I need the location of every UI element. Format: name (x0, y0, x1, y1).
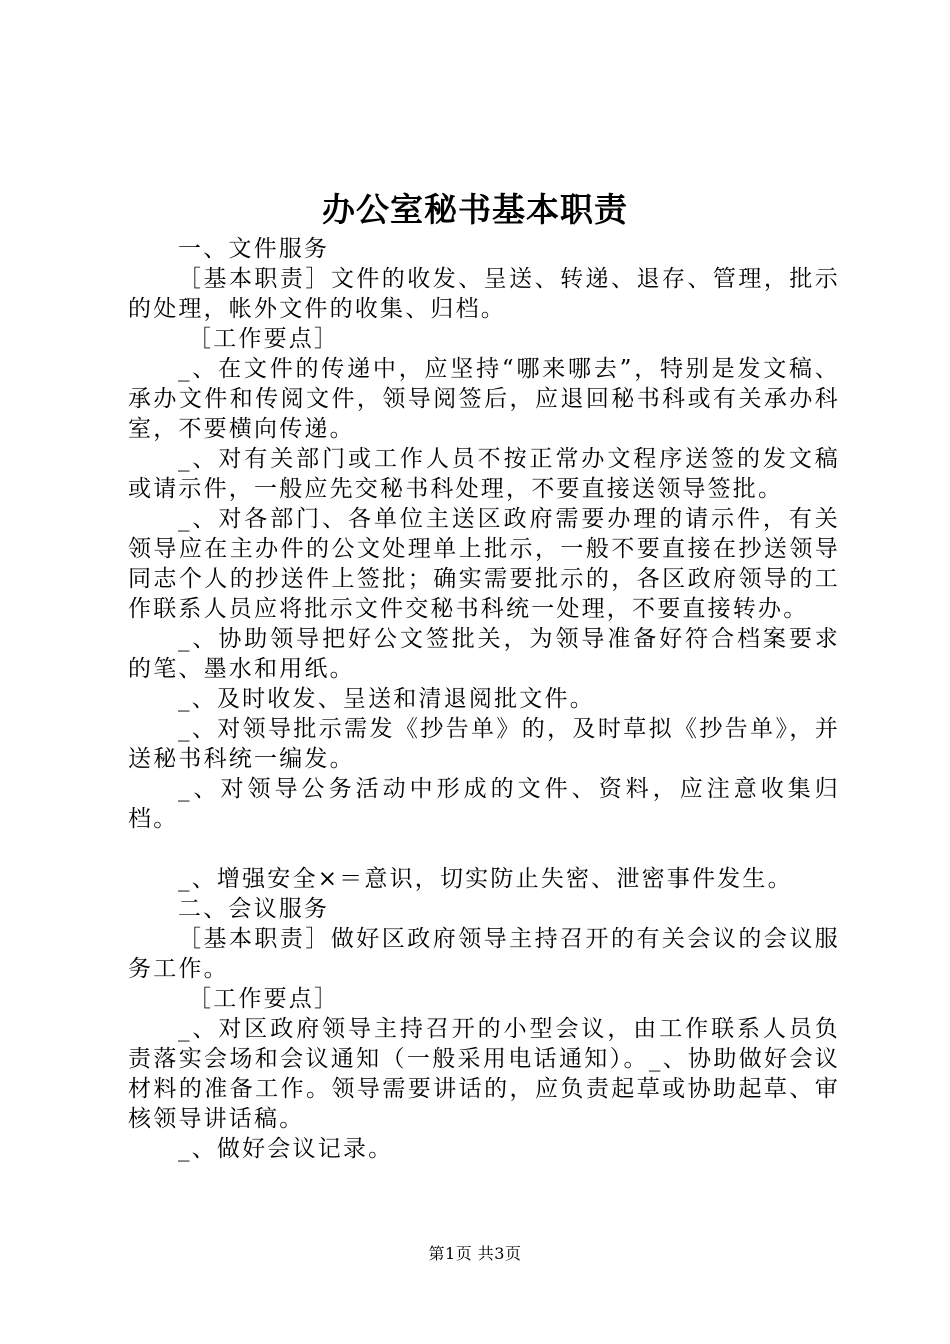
paragraph: _、增强安全×＝意识，切实防止失密、泄密事件发生。 (178, 866, 793, 892)
paragraph: ［基本职责］做好区政府领导主持召开的有关会议的会议服务工作。 (128, 926, 840, 982)
subheading-work-points: ［工作要点］ (188, 326, 340, 352)
paragraph: _、对有关部门或工作人员不按正常办文程序送签的发文稿或请示件，一般应先交秘书科处理，不要直接送领导签批。 (128, 446, 840, 502)
section-heading-file-service: 一、文件服务 (178, 236, 330, 262)
paragraph: _、对各部门、各单位主送区政府需要办理的请示件，有关领导应在主办件的公文处理单上批示，一般不要直接在抄送领导同志个人的抄送件上签批；确实需要批示的，各区政府领导的工作联系人员应将批示文件交秘书科统一处理，不要直接转办。 (128, 506, 840, 622)
paragraph: _、协助领导把好公文签批关，为领导准备好符合档案要求的笔、墨水和用纸。 (128, 626, 840, 682)
page-number-footer: 第1页 共3页 (428, 1244, 522, 1263)
paragraph: _、对领导公务活动中形成的文件、资料，应注意收集归档。 (128, 776, 840, 832)
document-body (128, 234, 840, 1164)
subheading-work-points: ［工作要点］ (188, 986, 340, 1012)
paragraph: _、对领导批示需发《抄告单》的，及时草拟《抄告单》，并送秘书科统一编发。 (128, 716, 840, 772)
paragraph: _、在文件的传递中，应坚持“哪来哪去”，特别是发文稿、承办文件和传阅文件，领导阅签后，应退回秘书科或有关承办科室，不要横向传递。 (128, 356, 840, 442)
paragraph: _、对区政府领导主持召开的小型会议，由工作联系人员负责落实会场和会议通知（一般采用电话通知）。_、协助做好会议材料的准备工作。领导需要讲话的，应负责起草或协助起草、审核领导讲话稿。 (128, 1016, 840, 1132)
paragraph: _、及时收发、呈送和清退阅批文件。 (178, 686, 595, 712)
paragraph: _、做好会议记录。 (178, 1136, 394, 1162)
paragraph: ［基本职责］文件的收发、呈送、转递、退存、管理，批示的处理，帐外文件的收集、归档。 (128, 266, 840, 322)
section-heading-meeting-service: 二、会议服务 (178, 896, 330, 922)
document-title: 办公室秘书基本职责 (322, 190, 628, 229)
